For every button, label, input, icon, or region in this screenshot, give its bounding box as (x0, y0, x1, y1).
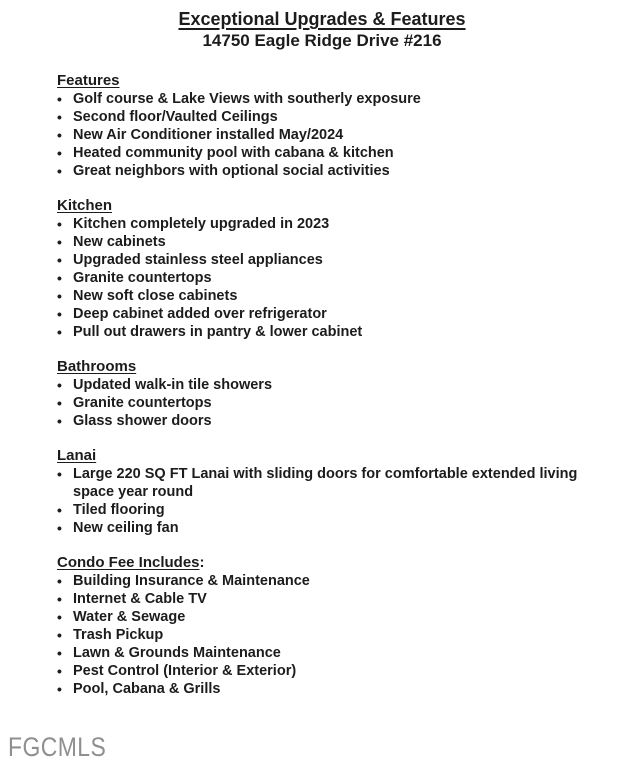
bullet-icon: • (57, 91, 62, 107)
list-item (57, 233, 603, 251)
list-item (57, 662, 603, 680)
bullet-icon: • (57, 681, 62, 697)
list-item-text: Second floor/Vaulted Ceilings (73, 109, 278, 125)
list-item-text: Pest Control (Interior & Exterior) (73, 663, 297, 679)
bullet-icon: • (57, 377, 62, 393)
bullet-icon: • (57, 288, 62, 304)
list-item-text: Golf course & Lake Views with southerly exposure (73, 91, 421, 107)
list-item-text: Updated walk-in tile showers (73, 377, 273, 393)
list-item-text: Water & Sewage (73, 609, 186, 625)
list-item-text: Trash Pickup (73, 627, 164, 643)
list-item (57, 412, 603, 430)
section-kitchen (57, 197, 603, 341)
bullet-icon: • (57, 234, 62, 250)
list-item (57, 287, 603, 305)
section-heading-text: Kitchen (57, 197, 113, 214)
list-item (57, 108, 603, 126)
page-title-text: Exceptional Upgrades & Features (178, 9, 466, 29)
list-item-text: Pool, Cabana & Grills (73, 681, 221, 697)
list-item (57, 572, 603, 590)
section-lanai (57, 447, 603, 537)
section-condo-fee-includes (57, 554, 603, 698)
list-item-text: New soft close cabinets (73, 288, 238, 304)
section-features (57, 72, 603, 180)
section-heading (57, 554, 603, 572)
list-item (57, 394, 603, 412)
list-item-text: Kitchen completely upgraded in 2023 (73, 216, 330, 232)
list-item (57, 644, 603, 662)
section-heading-suffix: : (199, 554, 205, 571)
bullet-icon: • (57, 502, 62, 518)
list-item (57, 590, 603, 608)
bullet-icon: • (57, 324, 62, 340)
list-item-text: Large 220 SQ FT Lanai with sliding doors for comfortable extended living space year round (73, 466, 578, 500)
section-heading (57, 358, 603, 376)
list-item-text: New cabinets (73, 234, 166, 250)
section-items (57, 90, 603, 180)
list-item-text: Heated community pool with cabana & kitchen (73, 145, 394, 161)
list-item (57, 465, 603, 501)
list-item-text: Granite countertops (73, 270, 212, 286)
bullet-icon: • (57, 627, 62, 643)
list-item-text: Internet & Cable TV (73, 591, 207, 607)
list-item-text: Glass shower doors (73, 413, 212, 429)
list-item-text: New ceiling fan (73, 520, 179, 536)
bullet-icon: • (57, 127, 62, 143)
list-item (57, 376, 603, 394)
list-item (57, 126, 603, 144)
list-item (57, 90, 603, 108)
bullet-icon: • (57, 109, 62, 125)
list-item (57, 501, 603, 519)
page-subtitle: 14750 Eagle Ridge Drive #216 (202, 31, 442, 50)
bullet-icon: • (57, 573, 62, 589)
section-heading-text: Lanai (57, 447, 97, 464)
list-item (57, 608, 603, 626)
section-items (57, 572, 603, 698)
list-item-text: Deep cabinet added over refrigerator (73, 306, 327, 322)
list-item (57, 144, 603, 162)
section-items (57, 376, 603, 430)
list-item (57, 251, 603, 269)
bullet-icon: • (57, 466, 62, 482)
bullet-icon: • (57, 216, 62, 232)
list-item (57, 323, 603, 341)
section-items (57, 465, 603, 537)
list-item-text: Granite countertops (73, 395, 212, 411)
bullet-icon: • (57, 663, 62, 679)
list-item-text: Upgraded stainless steel appliances (73, 252, 323, 268)
sections-container (0, 72, 644, 698)
list-item (57, 680, 603, 698)
list-item (57, 305, 603, 323)
list-item (57, 626, 603, 644)
section-heading-text: Bathrooms (57, 358, 137, 375)
section-heading (57, 197, 603, 215)
list-item (57, 269, 603, 287)
section-heading-text: Condo Fee Includes (57, 554, 200, 571)
list-item-text: New Air Conditioner installed May/2024 (73, 127, 344, 143)
bullet-icon: • (57, 306, 62, 322)
section-bathrooms (57, 358, 603, 430)
list-item (57, 519, 603, 537)
bullet-icon: • (57, 395, 62, 411)
list-item (57, 215, 603, 233)
section-items (57, 215, 603, 341)
bullet-icon: • (57, 520, 62, 536)
list-item-text: Tiled flooring (73, 502, 165, 518)
bullet-icon: • (57, 645, 62, 661)
bullet-icon: • (57, 591, 62, 607)
bullet-icon: • (57, 413, 62, 429)
bullet-icon: • (57, 270, 62, 286)
list-item-text: Building Insurance & Maintenance (73, 573, 310, 589)
page-title (0, 8, 644, 30)
list-item-text: Lawn & Grounds Maintenance (73, 645, 281, 661)
flyer-header (0, 0, 644, 51)
list-item (57, 162, 603, 180)
section-heading-text: Features (57, 72, 120, 89)
bullet-icon: • (57, 609, 62, 625)
list-item-text: Great neighbors with optional social activities (73, 163, 390, 179)
bullet-icon: • (57, 163, 62, 179)
list-item-text: Pull out drawers in pantry & lower cabinet (73, 324, 363, 340)
bullet-icon: • (57, 252, 62, 268)
section-heading (57, 72, 603, 90)
section-heading (57, 447, 603, 465)
watermark-logo: FGCMLS (8, 732, 107, 762)
bullet-icon: • (57, 145, 62, 161)
